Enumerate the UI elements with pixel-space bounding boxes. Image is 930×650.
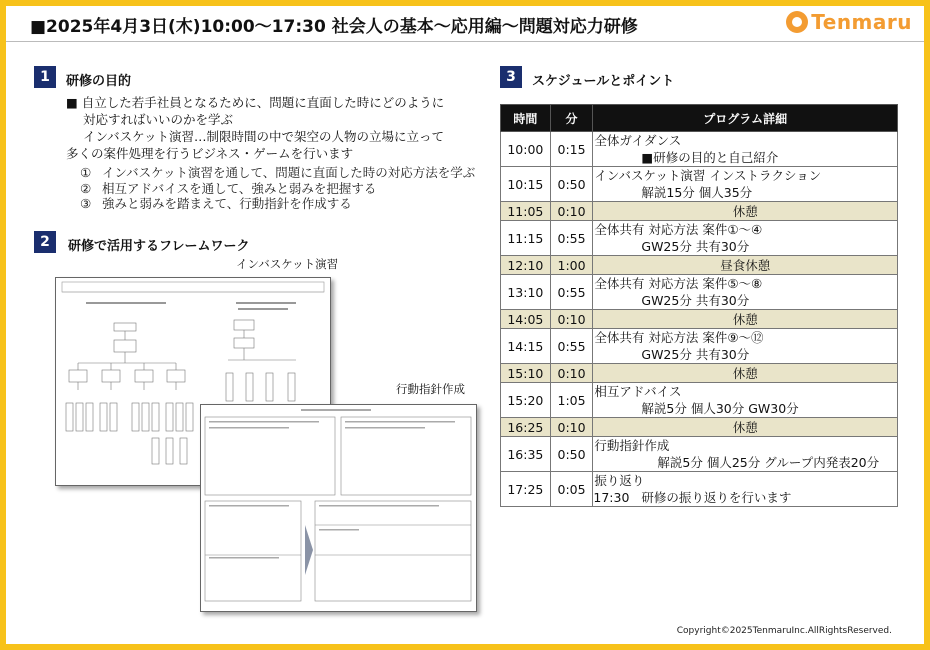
purpose-line: インバスケット演習…制限時間の中で架空の人物の立場に立って xyxy=(83,129,445,144)
goal-item: ② 相互アドバイスを通して、強みと弱みを把握する xyxy=(80,180,377,196)
column-header-program: プログラム詳細 xyxy=(593,105,898,132)
schedule-row: 10:15 0:50 インバスケット演習 インストラクション 解説15分 個人35分 xyxy=(501,167,898,202)
purpose-line: 多くの案件処理を行うビジネス・ゲームを行います xyxy=(66,146,354,161)
schedule-row: 16:35 0:50 行動指針作成 解説5分 個人25分 グループ内発表20分 xyxy=(501,437,898,472)
page-title: ■2025年4月3日(木)10:00～17:30 社会人の基本～応用編～問題対応力研修 xyxy=(30,17,638,37)
purpose-line: 対応すればいいのかを学ぶ xyxy=(83,112,234,127)
action-plan-sheet-image xyxy=(200,404,477,612)
schedule-row: 15:20 1:05 相互アドバイス 解説5分 個人30分 GW30分 xyxy=(501,383,898,418)
sun-logo-icon xyxy=(786,11,808,33)
schedule-row: 13:10 0:55 全体共有 対応方法 案件⑤～⑧ GW25分 共有30分 xyxy=(501,275,898,310)
header-divider xyxy=(6,41,924,42)
schedule-row: 10:00 0:15 全体ガイダンス ■研修の目的と自己紹介 xyxy=(501,132,898,167)
action-plan-drawing xyxy=(201,405,476,611)
logo-text: Tenmaru xyxy=(811,10,912,34)
schedule-break-row: 12:10 1:00 昼食休憩 xyxy=(501,256,898,275)
action-plan-caption: 行動指針作成 xyxy=(396,382,465,396)
schedule-break-row: 16:25 0:10 休憩 xyxy=(501,418,898,437)
copyright: Copyright©2025TenmaruInc.AllRightsReserved. xyxy=(676,626,892,636)
goal-item: ③ 強みと弱みを踏まえて、行動指針を作成する xyxy=(80,196,352,211)
schedule-break-row: 15:10 0:10 休憩 xyxy=(501,364,898,383)
schedule-header-row xyxy=(501,105,898,132)
purpose-line: ■ 自立した若手社員となるために、問題に直面した時にどのように xyxy=(66,95,445,110)
column-header-time: 時間 xyxy=(501,105,551,132)
schedule-row: 17:25 0:05 振り返り 17:30 研修の振り返りを行います xyxy=(501,472,898,507)
section-2-badge: 2 xyxy=(34,231,56,253)
schedule-table xyxy=(500,104,898,507)
logo xyxy=(786,10,912,34)
goals-list xyxy=(80,165,475,212)
section-3-title: スケジュールとポイント xyxy=(532,74,675,89)
column-header-minutes: 分 xyxy=(550,105,593,132)
schedule-break-row: 14:05 0:10 休憩 xyxy=(501,310,898,329)
section-1-title: 研修の目的 xyxy=(66,74,132,89)
goal-item: ① インバスケット演習を通して、問題に直面した時の対応方法を学ぶ xyxy=(80,165,476,180)
schedule-row: 14:15 0:55 全体共有 対応方法 案件⑨～⑫ GW25分 共有30分 xyxy=(501,329,898,364)
section-2-title: 研修で活用するフレームワーク xyxy=(68,239,250,254)
schedule-break-row: 11:05 0:10 休憩 xyxy=(501,202,898,221)
section-3-badge: 3 xyxy=(500,66,522,88)
section-1-badge: 1 xyxy=(34,66,56,88)
inbasket-caption: インバスケット演習 xyxy=(236,257,339,271)
schedule-row: 11:15 0:55 全体共有 対応方法 案件①～④ GW25分 共有30分 xyxy=(501,221,898,256)
purpose-text xyxy=(66,94,444,162)
